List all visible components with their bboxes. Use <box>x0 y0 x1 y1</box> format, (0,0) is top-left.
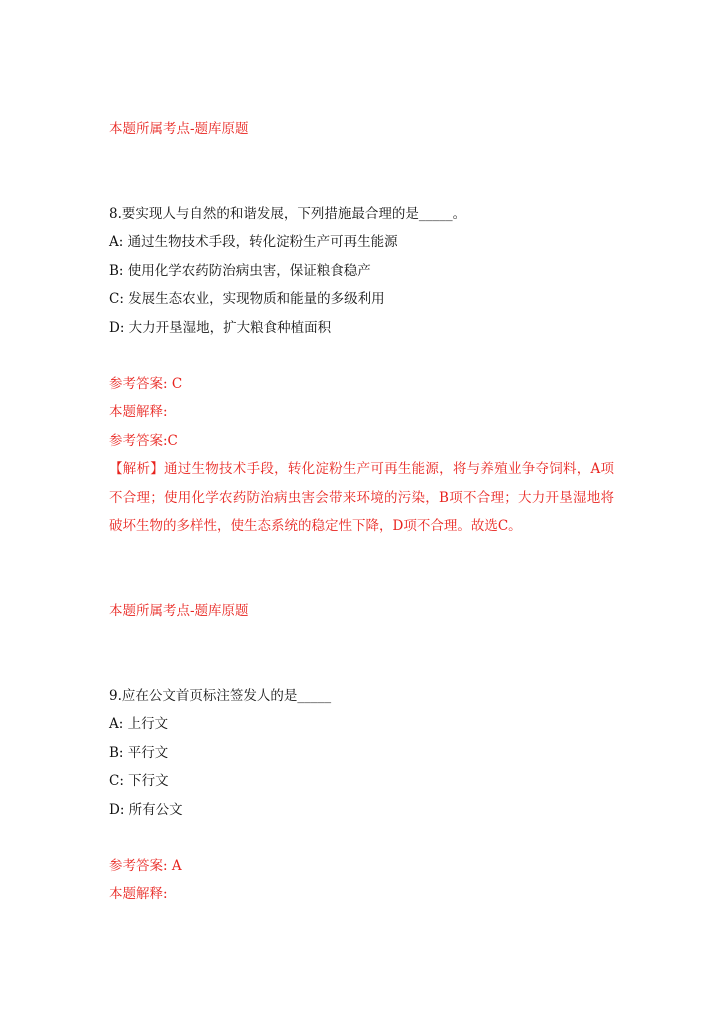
question-9-text: 9.应在公文首页标注签发人的是_____ <box>109 688 332 704</box>
q8-answer: 参考答案: C <box>109 376 183 392</box>
q8-explain-label: 本题解释: <box>109 404 168 420</box>
q8-option-c: C: 发展生态农业，实现物质和能量的多级利用 <box>109 291 385 307</box>
q8-answer-repeat: 参考答案:C <box>109 433 178 449</box>
q8-option-d: D: 大力开垦湿地，扩大粮食种植面积 <box>109 320 332 336</box>
source-label: 本题所属考点-题库原题 <box>109 121 249 137</box>
q9-answer: 参考答案: A <box>109 858 182 874</box>
q8-option-a: A: 通过生物技术手段，转化淀粉生产可再生能源 <box>109 234 398 250</box>
q8-option-b: B: 使用化学农药防治病虫害，保证粮食稳产 <box>109 263 371 279</box>
q8-analysis: 【解析】通过生物技术手段，转化淀粉生产可再生能源，将与养殖业争夺饲料，A项不合理；使用化学农药防治病虫害会带来环境的污染，B项不合理；大力开垦湿地将破坏生物的多样性，使生态系统的稳定性下降，D项不合理。故选C。 <box>109 461 614 534</box>
q9-option-a: A: 上行文 <box>109 716 169 732</box>
question-8-text: 8.要实现人与自然的和谐发展，下列措施最合理的是_____。 <box>109 206 467 222</box>
q8-source-label: 本题所属考点-题库原题 <box>109 603 249 619</box>
q9-option-d: D: 所有公文 <box>109 802 183 818</box>
q9-explain-label: 本题解释: <box>109 886 168 902</box>
q9-option-c: C: 下行文 <box>109 773 169 789</box>
q9-option-b: B: 平行文 <box>109 745 169 761</box>
